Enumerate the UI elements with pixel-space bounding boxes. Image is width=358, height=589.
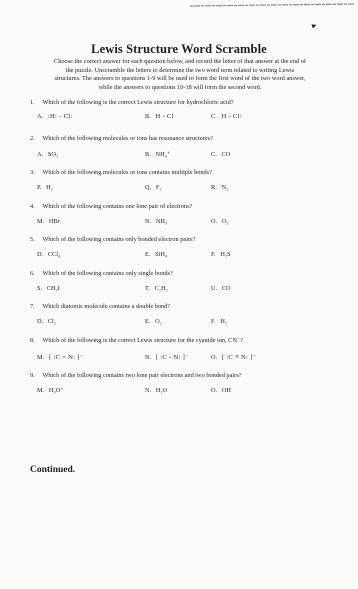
option-u: U. CO xyxy=(211,285,231,292)
question-text: Which of the following contains only bonded electron pairs? xyxy=(42,236,196,243)
option-b: B. H - Cl xyxy=(145,113,174,120)
stray-mark: ▸ xyxy=(310,19,318,31)
question-number: 4. xyxy=(30,203,35,210)
scan-artifact xyxy=(190,2,355,8)
instructions-line: Choose the correct answer for each question below, and record the letter of that answer at the end of xyxy=(54,58,306,65)
instructions xyxy=(34,58,326,92)
question-number: 1. xyxy=(30,99,35,106)
options-row-7 xyxy=(0,318,358,328)
option-n: N. [ :C - N: ]⁻ xyxy=(145,354,189,361)
option-n: N. H₂O xyxy=(145,387,168,394)
options-row-9 xyxy=(0,387,358,397)
question-4 xyxy=(30,203,192,210)
question-number: 3. xyxy=(30,169,35,176)
question-7 xyxy=(30,303,170,310)
question-text: Which of the following molecules or ions contains multiple bonds? xyxy=(42,169,212,176)
question-number: 5. xyxy=(30,236,35,243)
option-a: A. SO₂ xyxy=(37,151,59,158)
option-s: S. CH₃I xyxy=(37,285,60,292)
question-1 xyxy=(30,99,234,106)
question-number: 2. xyxy=(30,135,35,142)
option-n: N. NH₃ xyxy=(145,218,168,225)
option-f: F. H₂S xyxy=(211,251,231,258)
options-row-6 xyxy=(0,285,358,295)
option-e: E. O₂ xyxy=(145,318,162,325)
option-d: D. CCl₄ xyxy=(37,251,61,258)
option-f: F. H₂ xyxy=(211,318,228,325)
worksheet-title: Lewis Structure Word Scramble xyxy=(91,42,267,56)
question-9 xyxy=(30,372,241,379)
question-number: 9. xyxy=(30,372,35,379)
options-row-5 xyxy=(0,251,358,261)
option-e: E. SiH₄ xyxy=(145,251,168,258)
option-c: C. H - Cl: xyxy=(211,113,242,120)
options-row-3 xyxy=(0,184,358,194)
instructions-line: the puzzle. Unscramble the letters to determine the two word term related to writing Lewis xyxy=(65,66,295,74)
option-c: C. CO xyxy=(211,151,231,158)
option-t: T. C₂H₂ xyxy=(145,285,168,292)
options-row-1 xyxy=(0,113,358,123)
option-o: O. OH xyxy=(211,387,231,394)
options-row-2 xyxy=(0,151,358,161)
question-6 xyxy=(30,270,173,277)
question-text: Which of the following is the correct Lewis structure for hydrochloric acid? xyxy=(42,99,234,106)
continued-label: Continued. xyxy=(30,465,76,475)
question-text: Which of the following is the correct Lewis structure for the cyanide ion, CN⁻? xyxy=(42,337,244,344)
question-8 xyxy=(30,337,243,344)
question-text: Which of the following contains one lone pair of electrons? xyxy=(42,203,193,210)
option-m: M. [ :C = N: ]⁻ xyxy=(37,354,84,361)
question-number: 6. xyxy=(30,270,35,277)
question-2 xyxy=(30,135,213,142)
option-m: M. H₃O⁺ xyxy=(37,387,64,394)
question-text: Which of the following contains two lone pair electrons and two bonded pairs? xyxy=(42,372,242,379)
instructions-line: structures. The answers to questions 1-9 will be used to form the first word of the two word answer, xyxy=(54,75,306,83)
option-o: O. O₂ xyxy=(211,218,229,225)
question-5 xyxy=(30,236,195,243)
options-row-8 xyxy=(0,353,358,363)
question-number: 7. xyxy=(30,303,35,310)
question-3 xyxy=(30,169,212,176)
option-m: M. HBr xyxy=(37,218,60,225)
question-text: Which diatomic molecule contains a double bond? xyxy=(42,303,171,310)
option-q: Q. F₂ xyxy=(145,184,162,191)
option-p: P. H₂ xyxy=(37,184,53,191)
instructions-line: while the answers to questions 10-18 will form the second word. xyxy=(98,83,262,91)
options-row-4 xyxy=(0,218,358,228)
option-b: B. NH₄⁺ xyxy=(145,151,171,158)
option-d: D. Cl₂ xyxy=(37,318,57,325)
question-text: Which of the following molecules or ions has resonance structures? xyxy=(42,135,213,142)
option-r: R. N₂ xyxy=(211,184,229,191)
question-text: Which of the following contains only single bonds? xyxy=(42,270,173,277)
option-o: O. [ :C ≡ N: ]⁻ xyxy=(211,354,257,361)
option-a: A. :H: - Cl: xyxy=(37,113,73,120)
question-number: 8. xyxy=(30,337,35,344)
